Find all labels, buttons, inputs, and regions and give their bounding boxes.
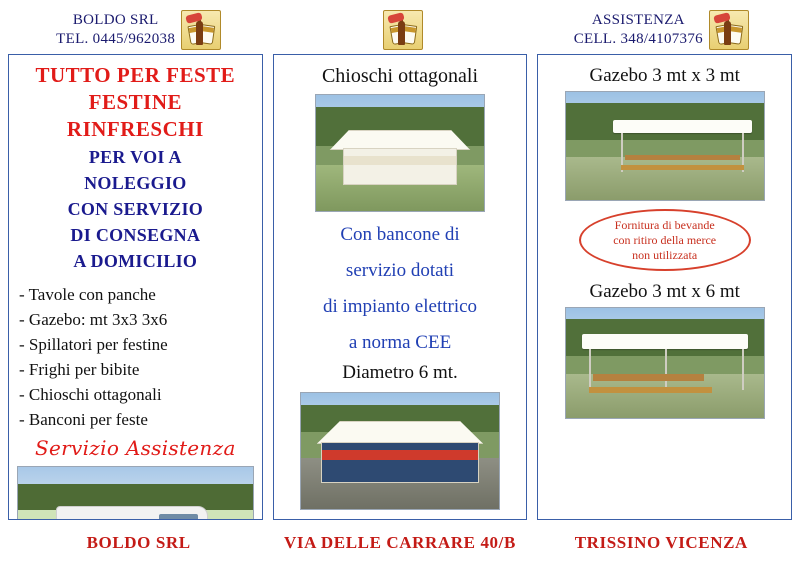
columns [8, 54, 792, 520]
footer [8, 524, 792, 562]
right-column [537, 54, 792, 520]
footer-company: BOLDO SRL [86, 533, 191, 552]
list-item: - Gazebo: mt 3x3 3x6 [19, 310, 168, 329]
gazebo-3x3-title: Gazebo 3 mt x 3 mt [589, 65, 740, 86]
subhead-line-2: NOLEGGIO [84, 173, 187, 193]
center-blue-line-1: Con bancone di [340, 224, 460, 245]
gazebo-3x3-photo [565, 91, 765, 201]
service-assistance-script: Servizio Assistenza [35, 436, 236, 460]
subhead-line-3: CON SERVIZIO [67, 199, 204, 219]
list-item: - Frighi per bibite [19, 360, 140, 379]
header-left [8, 6, 269, 54]
footer-address: VIA DELLE CARRARE 40/B [284, 533, 516, 552]
headline-line-3: RINFRESCHI [66, 117, 204, 141]
list-item: - Spillatori per festine [19, 335, 168, 354]
headline-line-1: TUTTO PER FESTE [35, 63, 236, 87]
beer-bottle-logo-icon [383, 10, 423, 50]
list-item: - Banconi per feste [19, 410, 148, 429]
subhead-line-1: PER VOI A [88, 147, 182, 167]
center-blue-line-3: di impianto elettrico [322, 296, 478, 317]
services-list [19, 282, 254, 432]
beer-bottle-logo-icon [709, 10, 749, 50]
center-column [273, 54, 528, 520]
gazebo-3x6-title: Gazebo 3 mt x 6 mt [589, 281, 740, 302]
assistance-phone: CELL. 348/4107376 [573, 31, 703, 47]
header-right-text [574, 11, 703, 49]
company-phone: TEL. 0445/962038 [56, 31, 176, 47]
badge-line-2: con ritiro della merce [613, 232, 717, 247]
header [8, 6, 792, 54]
beer-bottle-logo-icon [181, 10, 221, 50]
left-column [8, 54, 263, 520]
list-item: - Chioschi ottagonali [19, 385, 162, 404]
center-blue-line-2: servizio dotati [345, 260, 455, 281]
header-left-text [56, 11, 175, 49]
headline-line-2: FESTINE [88, 90, 183, 114]
header-center [269, 6, 530, 54]
list-item: - Tavole con panche [19, 285, 156, 304]
center-title: Chioschi ottagonali [321, 65, 479, 87]
badge-line-1: Fornitura di bevande [614, 217, 715, 232]
gazebo-3x6-photo [565, 307, 765, 419]
octagonal-kiosk-night-photo [300, 392, 500, 510]
header-right [531, 6, 792, 54]
white-service-van-photo [17, 466, 254, 520]
footer-city: TRISSINO VICENZA [574, 533, 748, 552]
subhead-line-5: A DOMICILIO [73, 251, 198, 271]
octagonal-kiosk-photo [315, 94, 485, 212]
assistance-label: ASSISTENZA [591, 12, 685, 28]
badge-line-3: non utilizzata [632, 247, 698, 262]
center-blue-line-4: a norma CEE [348, 332, 452, 353]
company-name: BOLDO SRL [72, 12, 159, 28]
beverage-supply-badge [579, 209, 751, 271]
subhead-line-4: DI CONSEGNA [70, 225, 201, 245]
center-diameter-text: Diametro 6 mt. [342, 362, 458, 383]
